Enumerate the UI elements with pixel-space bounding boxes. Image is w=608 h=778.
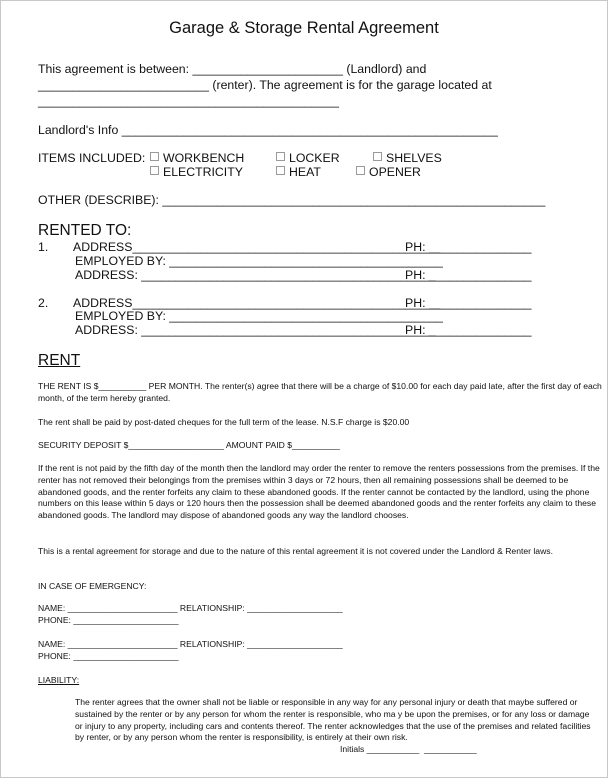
emergency-1-name: NAME: _______________________ RELATIONSHIP: ____________________ bbox=[38, 603, 343, 613]
renter-1-number: 1. bbox=[38, 240, 49, 254]
unpaid-rent-paragraph: If the rent is not paid by the fifth day of the month then the landlord may order the renter to remove the renters possessions from the premises. If the renter has not removed their belongings from the premises within 3 days or 72 hours, then all remaining possessions shall be deemed to be abandoned goods, and the renter forfeits any claim to these abandoned goods. If the renter cannot be contacted by the landlord, using the phone numbers on this lease within 5 days or 120 hours then the possession shall be deemed abandoned goods and the renter forfeits any claim to these abandoned goods. The landlord may dispose of abandoned goods any way the landlord chooses. bbox=[38, 463, 600, 521]
document-title: Garage & Storage Rental Agreement bbox=[169, 19, 439, 37]
item-heat: HEAT bbox=[276, 165, 321, 179]
item-shelves: SHELVES bbox=[373, 151, 442, 165]
rent-paragraph: THE RENT IS $__________ PER MONTH. The renter(s) agree that there will be a charge of $10.00 for each day paid late, after the first day of each month, of the term hereby granted. bbox=[38, 381, 602, 403]
checkbox-icon bbox=[150, 166, 159, 175]
cheques-paragraph: The rent shall be paid by post-dated cheques for the full term of the lease. N.S.F charge is $20.00 bbox=[38, 417, 410, 427]
other-describe-line: OTHER (DESCRIBE): ________________________________________________________ bbox=[38, 193, 546, 207]
rent-heading: RENT bbox=[38, 352, 81, 369]
intro-line-3: ____________________________________________ bbox=[38, 94, 339, 108]
liability-heading: LIABILITY: bbox=[38, 675, 80, 685]
intro-line-2: _________________________ (renter). The agreement is for the garage located at bbox=[38, 78, 492, 92]
renter-1-phone: PH: _______________ bbox=[405, 240, 532, 254]
liability-paragraph: The renter agrees that the owner shall not be liable or responsible in any way for any personal injury or death that maybe suffered or sustained by the renter or by any person for whom the renter is responsible, who ma y be upon the premises, or for any loss or damage or injury to any property, including cars and contents thereof. The renter acknowledges that the use of the premises and related facilities by renter, or by any person whom the renter is responsibility, is entirely at their own risk. bbox=[75, 697, 591, 743]
item-locker: LOCKER bbox=[276, 151, 340, 165]
renter-2-employed-by: EMPLOYED BY: ________________________________________ bbox=[75, 309, 443, 323]
checkbox-icon bbox=[356, 166, 365, 175]
checkbox-icon bbox=[276, 152, 285, 161]
checkbox-icon bbox=[276, 166, 285, 175]
storage-paragraph: This is a rental agreement for storage and due to the nature of this rental agreement it is not covered under the Landlord & Renter laws. bbox=[38, 546, 553, 556]
emergency-2-name: NAME: _______________________ RELATIONSHIP: ____________________ bbox=[38, 639, 343, 649]
emergency-heading: IN CASE OF EMERGENCY: bbox=[38, 581, 147, 591]
emergency-1-phone: PHONE: ______________________ bbox=[38, 615, 179, 625]
rented-to-heading: RENTED TO: bbox=[38, 222, 132, 239]
renter-2-phone: PH: _______________ bbox=[405, 296, 532, 310]
item-workbench: WORKBENCH bbox=[150, 151, 244, 165]
renter-1-address: ADDRESS_____________________________________________ bbox=[73, 240, 441, 254]
checkbox-icon bbox=[373, 152, 382, 161]
checkbox-icon bbox=[150, 152, 159, 161]
renter-1-employed-by: EMPLOYED BY: ________________________________________ bbox=[75, 254, 443, 268]
items-included-label: ITEMS INCLUDED: bbox=[38, 151, 146, 165]
emergency-2-phone: PHONE: ______________________ bbox=[38, 651, 179, 661]
item-opener: OPENER bbox=[356, 165, 421, 179]
renter-1-employer-phone: PH: _______________ bbox=[405, 268, 532, 282]
intro-line-1: This agreement is between: ______________________ (Landlord) and bbox=[38, 62, 427, 76]
renter-2-employer-phone: PH: _______________ bbox=[405, 323, 532, 337]
renter-2-address: ADDRESS_____________________________________________ bbox=[73, 296, 441, 310]
renter-1-employer-address: ADDRESS: ___________________________________________ bbox=[75, 268, 436, 282]
security-deposit-line: SECURITY DEPOSIT $____________________ AMOUNT PAID $__________ bbox=[38, 440, 340, 450]
item-electricity: ELECTRICITY bbox=[150, 165, 243, 179]
landlord-info-line: Landlord's Info _______________________________________________________ bbox=[38, 123, 498, 137]
renter-2-number: 2. bbox=[38, 296, 49, 310]
initials-line: Initials ___________ ___________ bbox=[340, 744, 477, 754]
renter-2-employer-address: ADDRESS: ___________________________________________ bbox=[75, 323, 436, 337]
